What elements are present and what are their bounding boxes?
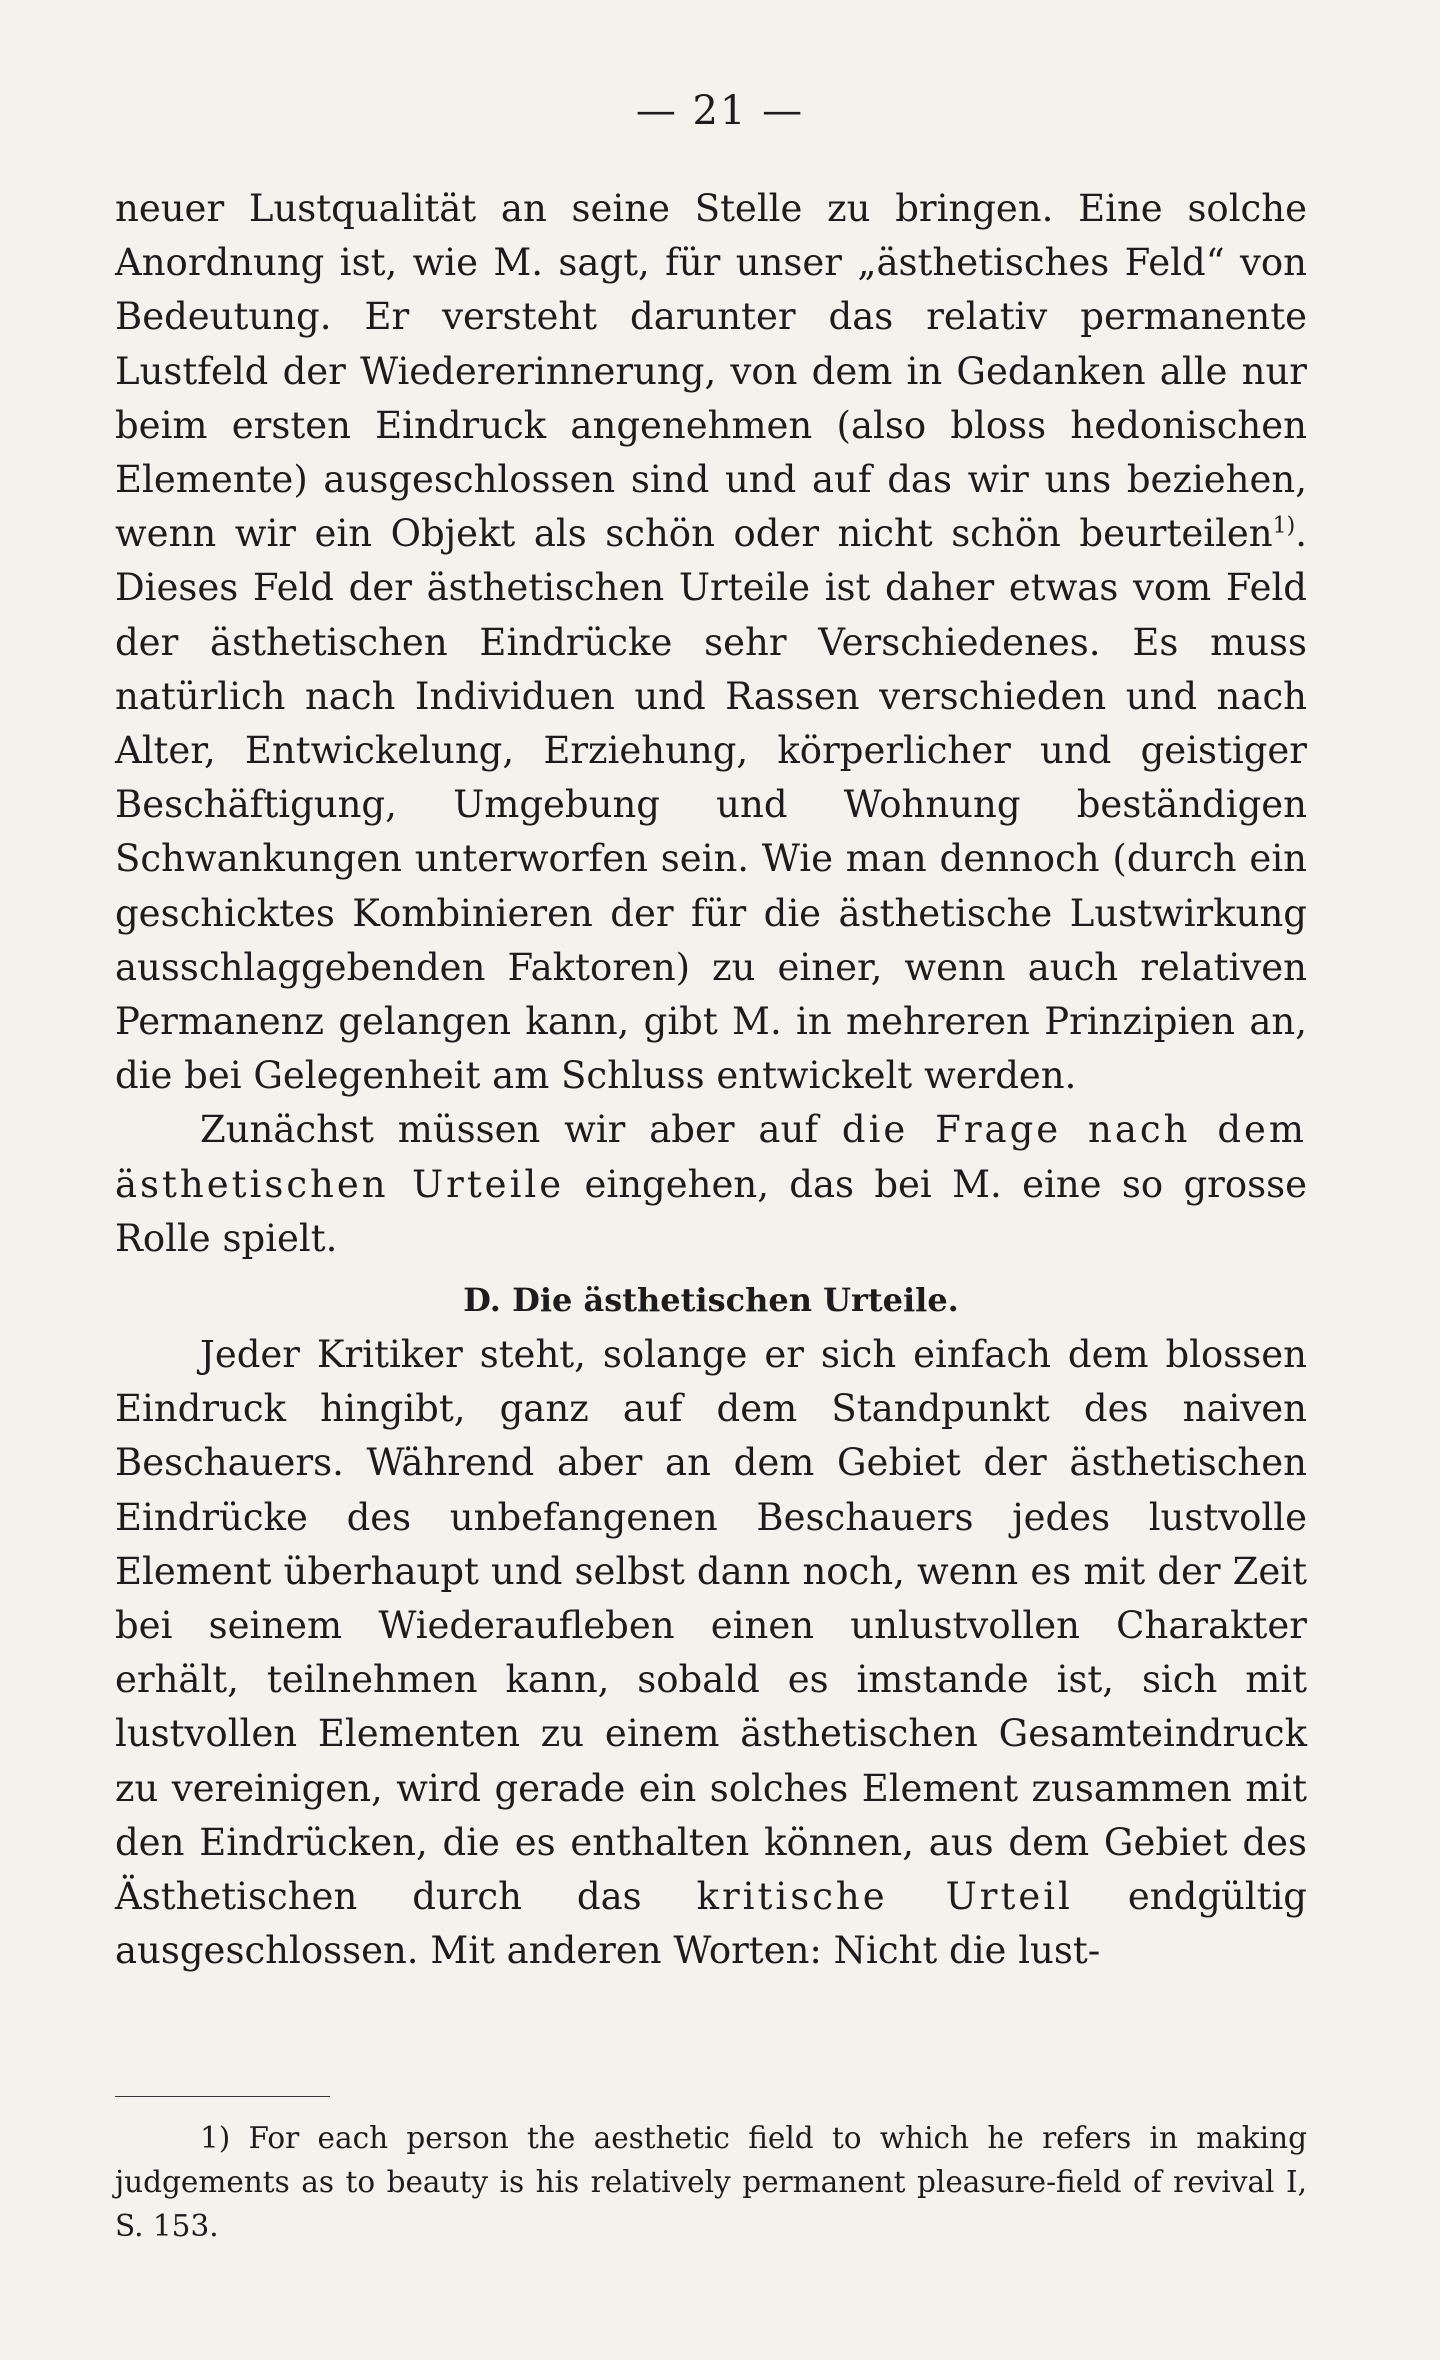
paragraph-3-emphasis: kritische Urteil: [696, 1875, 1073, 1919]
paragraph-1-continuation: . Dieses Feld der ästhetischen Urteile ist daher etwas vom Feld der ästhetischen Eindrücke sehr Verschiedenes. Es muss natürlich nach Individuen und Rassen verschieden und nach Alter, Entwickelung, Erziehung, körperlicher und geistiger Beschäftigung, Umgebung und Wohnung beständigen Schwankungen unterworfen sein. Wie man dennoch (durch ein geschicktes Kombinieren der für die ästhetische Lustwirkung ausschlaggebenden Faktoren) zu einer, wenn auch relativen Permanenz gelangen kann, gibt M. in mehreren Prinzipien an, die bei Gelegenheit am Schluss entwickelt werden.: [115, 512, 1307, 1098]
section-heading: D. Die ästhetischen Urteile.: [463, 1281, 959, 1320]
paragraph-1-text: neuer Lustqualität an seine Stelle zu bringen. Eine solche Anordnung ist, wie M. sagt, für unser „ästhetisches Feld“ von Bedeutung. Er versteht darunter das relativ permanente Lustfeld der Wiedererinnerung, von dem in Gedanken alle nur beim ersten Eindruck angenehmen (also bloss hedonischen Elemente) ausgeschlossen sind und auf das wir uns beziehen, wenn wir ein Objekt als schön oder nicht schön beurteilen: [115, 187, 1307, 556]
footnote-reference: 1): [1272, 513, 1296, 539]
paragraph-3-start: Jeder Kritiker steht, solange er sich einfach dem blossen Eindruck hingibt, ganz auf dem Standpunkt des naiven Beschauers. Während aber an dem Gebiet der ästhetischen Eindrücke des unbefangenen Beschauers jedes lustvolle Element überhaupt und selbst dann noch, wenn es mit der Zeit bei seinem Wiederaufleben einen unlustvollen Charakter erhält, teilnehmen kann, sobald es imstande ist, sich mit lustvollen Elementen zu einem ästhetischen Gesamteindruck zu vereinigen, wird gerade ein solches Element zusammen mit den Eindrücken, die es enthalten können, aus dem Gebiet des Ästhetischen durch das: [115, 1333, 1307, 1919]
paragraph-3: [115, 1328, 1307, 1978]
footnote-divider: [115, 2096, 330, 2097]
page-number: — 21 —: [635, 88, 805, 134]
paragraph-3-end: endgültig ausgeschlossen. Mit anderen Worten: Nicht die lust-: [115, 1875, 1307, 1973]
paragraph-2: [115, 1103, 1307, 1266]
paragraph-2-start: Zunächst müssen wir aber auf: [200, 1108, 842, 1152]
paragraph-2-emphasis: die Frage nach dem ästhetischen Urteile: [115, 1108, 1308, 1206]
body-text: [115, 182, 1307, 1979]
footnote: 1) For each person the aesthetic field to which he refers in making judgements as to beauty is his relatively permanent pleasure-field of revival I, S. 153.: [115, 2121, 1307, 2243]
paragraph-2-end: eingehen, das bei M. eine so grosse Rolle spielt.: [115, 1162, 1307, 1260]
paragraph-1: [115, 182, 1307, 1103]
